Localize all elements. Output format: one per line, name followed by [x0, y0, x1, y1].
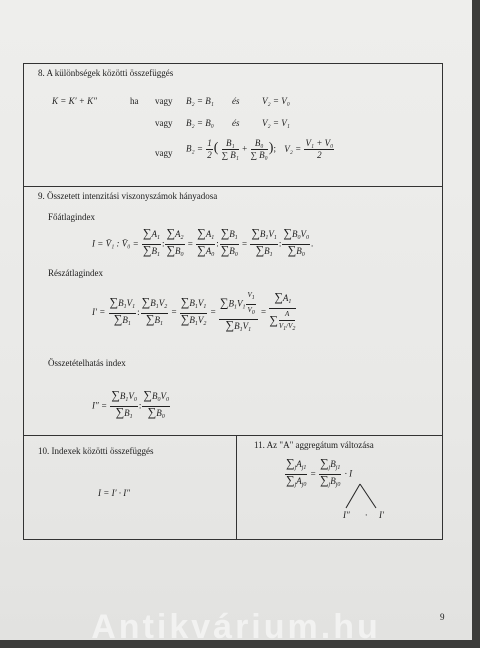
- row1-left: B₂ = B₁: [186, 96, 214, 106]
- row2-right: V₂ = V₁: [262, 118, 290, 128]
- column-divider: [236, 436, 237, 540]
- section-8-title: 8. A különbségek közötti összefüggés: [38, 68, 174, 78]
- row3-formula: B₂ = $\frac{1}{2}$ ( $\frac{\text{B₁}}{\text{∑ B₁}}$ + $\frac{\text{B₀}}{\text{∑ B₀}}$ ); V₂ = $\frac{\text{V₁ + V₀}}{2}$: [186, 138, 334, 160]
- row3-rhs-lhs: V₂ =: [284, 143, 302, 154]
- header-band: [40, 0, 440, 14]
- b0-fraction: $\frac{\text{B₀}}{\text{∑ B₀}}$: [250, 138, 268, 160]
- reszatlag-formula: I′ = $\frac{\sum B_1V_1}{\sum B_1}$ : $\frac{\sum B_1V_2}{\sum B_1}$ = $\frac{\sum B_1V_1}{\sum B_1V_2}$ = $\sum B_1V_1$ $\frac{V1}{V0}$ $\sum B_1V_1$ = $\sum A_1$ ∑ $\frac{A}{V1/V2}$: [92, 289, 296, 333]
- formula-K: K = K′ + K″: [52, 96, 97, 106]
- label-vagy-3: vagy: [155, 148, 173, 158]
- osszetetel-label: Összetételhatás index: [48, 358, 126, 368]
- page-number: 9: [440, 612, 445, 622]
- foatlag-formula: I = V̄₁ : V̄₀ = $\frac{\sum A_1}{\sum B_1}$ : $\frac{\sum A_2}{\sum B_0}$ = $\frac{\sum A_1}{\sum A_0}$ : $\frac{\sum B_1}{\sum B_0}$ = $\frac{\sum B_1V_1}{\sum B_1}$ : $\frac{\sum B_0V_0}{\sum B_0}$ .: [92, 226, 314, 258]
- aggregate-formula: $\frac{\sum_jA_{j1}}{\sum_jA_{j0}}$ = $\frac{\sum_jB_{j1}}{\sum_jB_{j0}}$ · I: [286, 456, 353, 488]
- osszetetel-formula: I″ = $\frac{\sum B_1V_0}{\sum B_1}$ : $\frac{\sum B_0V_0}{\sum B_0}$: [92, 388, 169, 420]
- tree-leaf-dot: ·: [365, 510, 368, 520]
- label-es-1: és: [232, 96, 240, 106]
- v-avg-fraction: $\frac{\text{V₁ + V₀}}{2}$: [305, 138, 334, 160]
- watermark: Antikvárium.hu: [91, 608, 381, 646]
- label-es-2: és: [232, 118, 240, 128]
- row3-lhs: B₂ =: [186, 143, 203, 154]
- row1-right: V₂ = V₀: [262, 96, 290, 106]
- label-ha: ha: [130, 96, 139, 106]
- section-9-title: 9. Összetett intenzitási viszonyszámok hányadosa: [38, 191, 218, 201]
- label-vagy-2: vagy: [155, 118, 173, 128]
- index-relation-formula: I = I′ · I″: [98, 488, 131, 498]
- section-11-title: 11. Az "A" aggregátum változása: [254, 440, 374, 450]
- tree-leaf-right: I′: [379, 510, 384, 520]
- reszatlag-label: Részátlagindex: [48, 268, 103, 278]
- b1-fraction: $\frac{\text{B₁}}{\text{∑ B₁}}$: [221, 138, 239, 160]
- section-10-title: 10. Indexek közötti összefüggés: [38, 446, 154, 456]
- foatlag-label: Főátlagindex: [48, 212, 95, 222]
- tree-leaf-left: I″: [343, 510, 350, 520]
- row2-left: B₂ = B₀: [186, 118, 214, 128]
- label-vagy-1: vagy: [155, 96, 173, 106]
- half-fraction: $\frac{1}{2}$: [207, 138, 212, 160]
